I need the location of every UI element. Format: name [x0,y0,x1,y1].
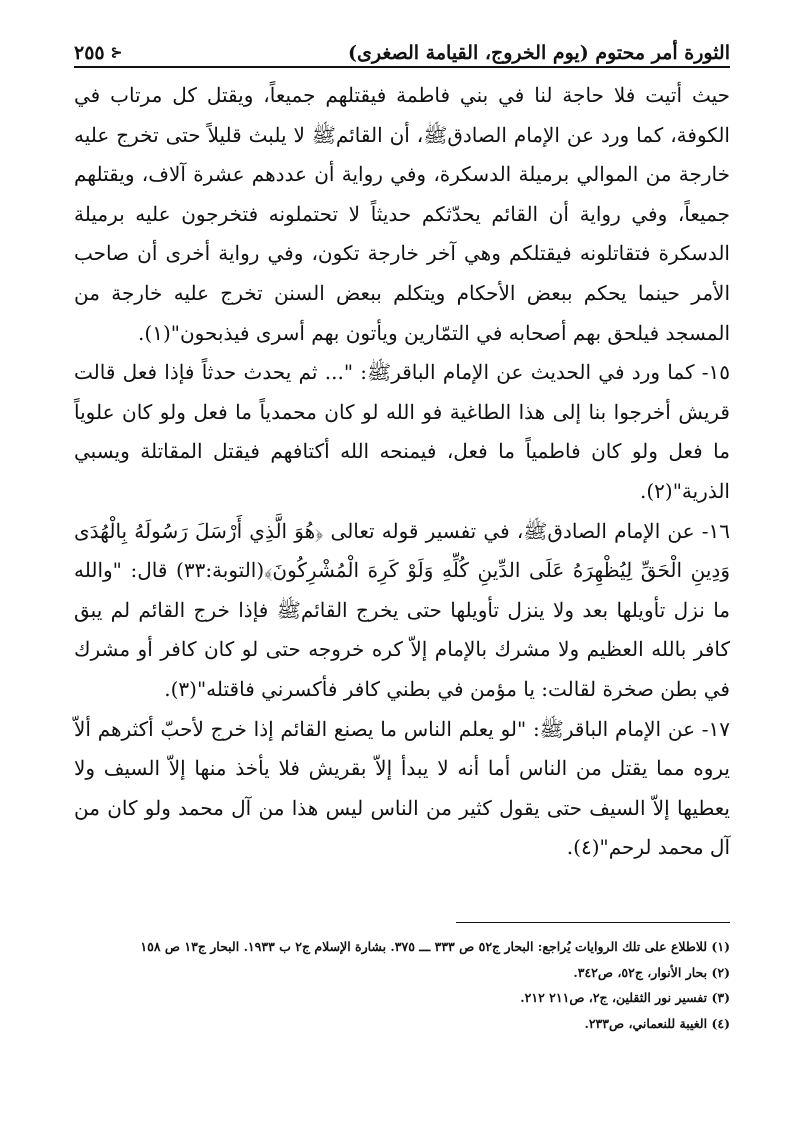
footnotes [74,934,730,1036]
page-number-group [74,42,122,64]
paragraph: ١٥- كما ورد في الحديث عن الإمام الباقرﷺ: "... ثم يحدث حدثاً فإذا فعل قالت قريش أخرجوا بنا إلى هذا الطاغية فو الله لو كان محمدياً ما فعل ولو كان علوياً ما فعل ولو كان فاطمياً ما فعل، فيمنحه الله أكتافهم فيقتل المقاتلة ويسبي الذرية"(٢). [74,360,730,503]
footnote-separator [456,922,730,923]
main-text [74,76,730,868]
footnote: (١) للاطلاع على تلك الروايات يُراجع: البحار ج٥٢ ص ٣٣٣ ـــ ٣٧٥. بشارة الإسلام ج٢ ب ١٩٣٣. البحار ج١٣ ص ١٥٨ [140,939,730,954]
footnote: (٤) الغيبة للنعماني، ص٢٣٣. [584,1015,730,1031]
footnote: (٣) تفسير نور الثقلين، ج٢، ص٢١١ ٢١٢. [520,990,730,1005]
header-rule [74,66,730,68]
running-title: الثورة أمر محتوم (يوم الخروج، القيامة الصغرى) [348,42,730,64]
running-header [74,30,730,64]
ornament-icon: ⊰ [110,45,123,61]
page-number: ٢٥٥ [74,42,105,64]
paragraph: ١٧- عن الإمام الباقرﷺ: "لو يعلم الناس ما يصنع القائم إذا خرج لأحبّ أكثرهم ألاّ يروه مما يقتل من الناس أما أنه لا يبدأ إلاّ بقريش فلا يأخذ منها إلاّ السيف ولا يعطيها إلاّ السيف حتى يقول كثير من الناس ليس هذا من آل محمد ولو كان من آل محمد لرحم"(٤). [74,716,730,860]
paragraph: ١٦- عن الإمام الصادقﷺ، في تفسير قوله تعالى ﴿هُوَ الَّذِي أَرْسَلَ رَسُولَهُ بِالْهُدَى وَدِينِ الْحَقِّ لِيُظْهِرَهُ عَلَى الدِّينِ كُلِّهِ وَلَوْ كَرِهَ الْمُشْرِكُونَ﴾(التوبة:٣٣) قال: "والله ما نزل تأويلها بعد ولا ينزل تأويلها حتى يخرج القائمﷺ فإذا خرج القائم لم يبق كافر بالله العظيم ولا مشرك بالإمام إلاّ كره خروجه حتى لو كان كافر أو مشرك في بطن صخرة لقالت: يا مؤمن في بطني كافر فأكسرني فاقتله"(٣). [74,518,730,701]
footnote: (٢) بحار الأنوار، ج٥٢، ص٣٤٢. [573,964,730,980]
paragraph: حيث أتيت فلا حاجة لنا في بني فاطمة فيقتلهم جميعاً، ويقتل كل مرتاب في الكوفة، كما ورد عن الإمام الصادقﷺ، أن القائمﷺ لا يلبث قليلاً حتى تخرج عليه خارجة من الموالي برميلة الدسكرة، وفي رواية أن عددهم عشرة آلاف، ويقتلهم جميعاً، وفي رواية أن القائم يحدّثكم حديثاً لا تحتملونه فتخرجون عليه برميلة الدسكرة فتقاتلونه فيقتلكم وهي آخر خارجة تكون، وفي رواية أخرى أن صاحب الأمر حينما يحكم ببعض الأحكام ويتكلم ببعض السنن تخرج عليه خارجة من المسجد فيلحق بهم أصحابه في التمّارين ويأتون بهم أسرى فيذبحون"(١). [74,83,730,345]
